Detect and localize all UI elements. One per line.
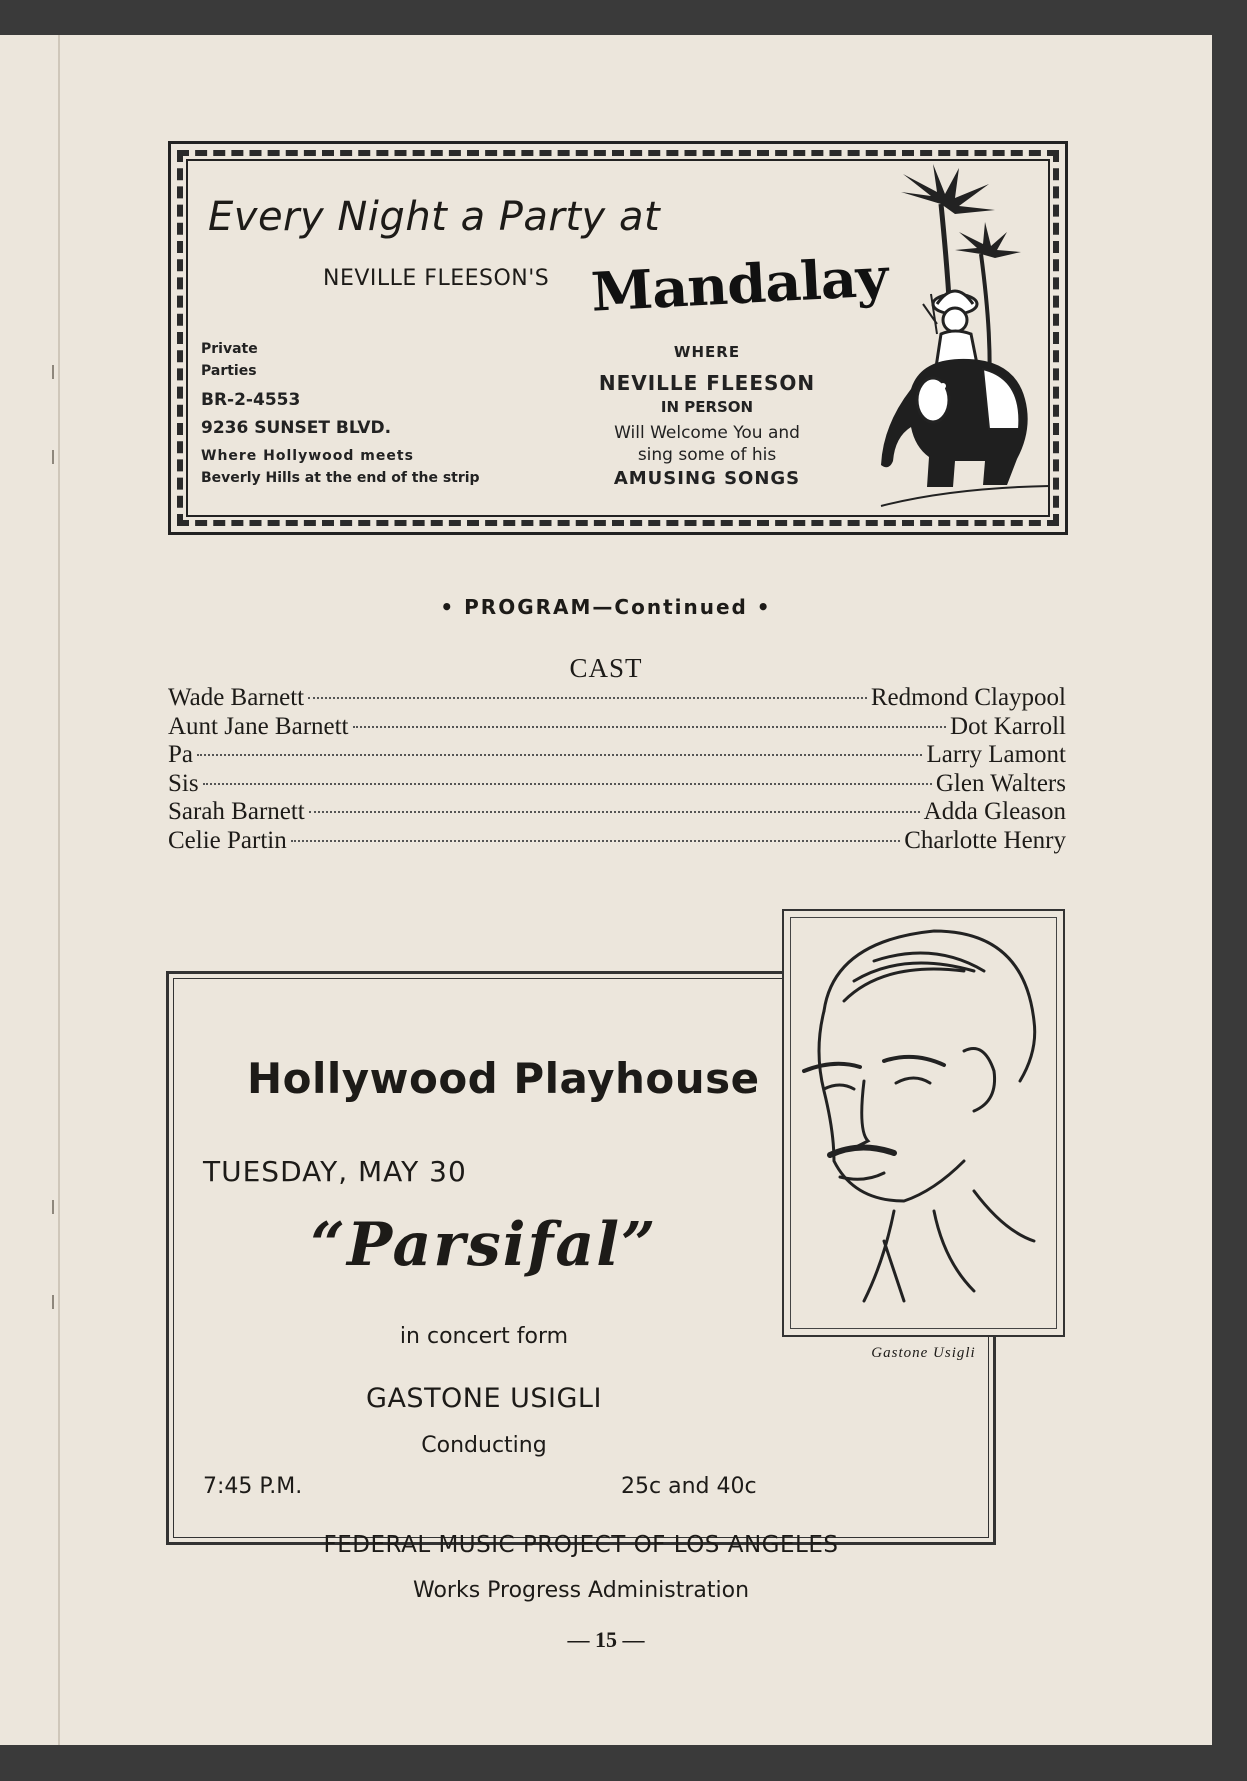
page-number: — 15 —: [567, 1627, 645, 1652]
cast-row: [168, 770, 1066, 799]
binding-stitch: [52, 1295, 60, 1309]
dot-leader: [291, 840, 901, 842]
ad-contact-line: Private: [201, 341, 258, 357]
dot-leader: [197, 754, 922, 756]
cast-actor: Charlotte Henry: [904, 826, 1066, 854]
cast-actor: Redmond Claypool: [870, 684, 1066, 711]
ad-performer-block: [597, 342, 817, 492]
binding-stitch: [52, 1200, 60, 1214]
ad-center-line: Will Welcome You and: [614, 422, 800, 443]
ad-center-line: sing some of his: [637, 445, 777, 466]
cast-role: Pa: [168, 741, 193, 768]
binding-stitch: [52, 450, 60, 464]
playhouse-title: Hollywood Playhouse: [247, 1054, 760, 1103]
cast-actor: Larry Lamont: [926, 741, 1066, 768]
cast-role: Aunt Jane Barnett: [168, 712, 349, 740]
portrait-caption: Gastone Usigli: [871, 1345, 976, 1361]
dot-leader: [203, 783, 932, 785]
cast-row: [168, 741, 1066, 770]
ad-phone: BR-2-4553: [201, 390, 301, 410]
conducting-label: Conducting: [421, 1433, 547, 1458]
mandalay-advertisement: [168, 141, 1068, 535]
binding-gutter: [58, 35, 60, 1745]
conductor-portrait: [782, 909, 1065, 1337]
ad-contact-line: Parties: [201, 363, 257, 379]
portrait-sketch-icon: [784, 911, 1063, 1335]
organization-name: FEDERAL MUSIC PROJECT OF LOS ANGELES: [323, 1532, 839, 1558]
ad-tagline: Beverly Hills at the end of the strip: [201, 470, 480, 486]
cast-actor: Dot Karroll: [950, 712, 1066, 740]
ad-owner: NEVILLE FLEESON'S: [323, 266, 550, 291]
elephant-rider-illustration: [871, 164, 1051, 514]
ad-headline: Every Night a Party at: [208, 194, 661, 240]
performance-form: in concert form: [399, 1324, 569, 1349]
cast-row: [168, 713, 1066, 742]
mandalay-logo: Mandalay: [589, 245, 889, 325]
ad-center-line: WHERE: [673, 343, 741, 361]
cast-role: Sarah Barnett: [168, 798, 305, 825]
work-title: “Parsifal”: [310, 1210, 658, 1280]
dot-leader: [353, 726, 947, 728]
performance-time: 7:45 P.M.: [203, 1474, 303, 1499]
cast-row: [168, 798, 1066, 827]
ticket-price: 25c and 40c: [621, 1474, 757, 1499]
dot-leader: [308, 697, 867, 699]
cast-row: [168, 827, 1066, 856]
ad-contact-block: [201, 342, 480, 493]
cast-list: [168, 684, 1066, 855]
performance-date: TUESDAY, MAY 30: [203, 1155, 467, 1188]
cast-role: Celie Partin: [168, 826, 287, 854]
ad-center-line: NEVILLE FLEESON: [598, 371, 816, 396]
ad-center-line: AMUSING SONGS: [613, 468, 801, 490]
cast-title: CAST: [569, 653, 643, 683]
cast-actor: Adda Gleason: [923, 798, 1066, 825]
cast-actor: Glen Walters: [935, 769, 1066, 797]
conductor-name: GASTONE USIGLI: [366, 1383, 602, 1414]
program-page: [0, 35, 1212, 1745]
cast-role: Sis: [168, 769, 199, 797]
dot-leader: [309, 811, 920, 813]
binding-stitch: [52, 365, 60, 379]
ad-center-line: IN PERSON: [660, 398, 754, 417]
sub-organization: Works Progress Administration: [412, 1578, 750, 1603]
program-heading: • PROGRAM—Continued •: [440, 595, 772, 619]
cast-row: [168, 684, 1066, 713]
cast-role: Wade Barnett: [168, 684, 305, 711]
ad-address: 9236 SUNSET BLVD.: [201, 418, 392, 438]
ad-tagline: Where Hollywood meets: [201, 448, 414, 464]
